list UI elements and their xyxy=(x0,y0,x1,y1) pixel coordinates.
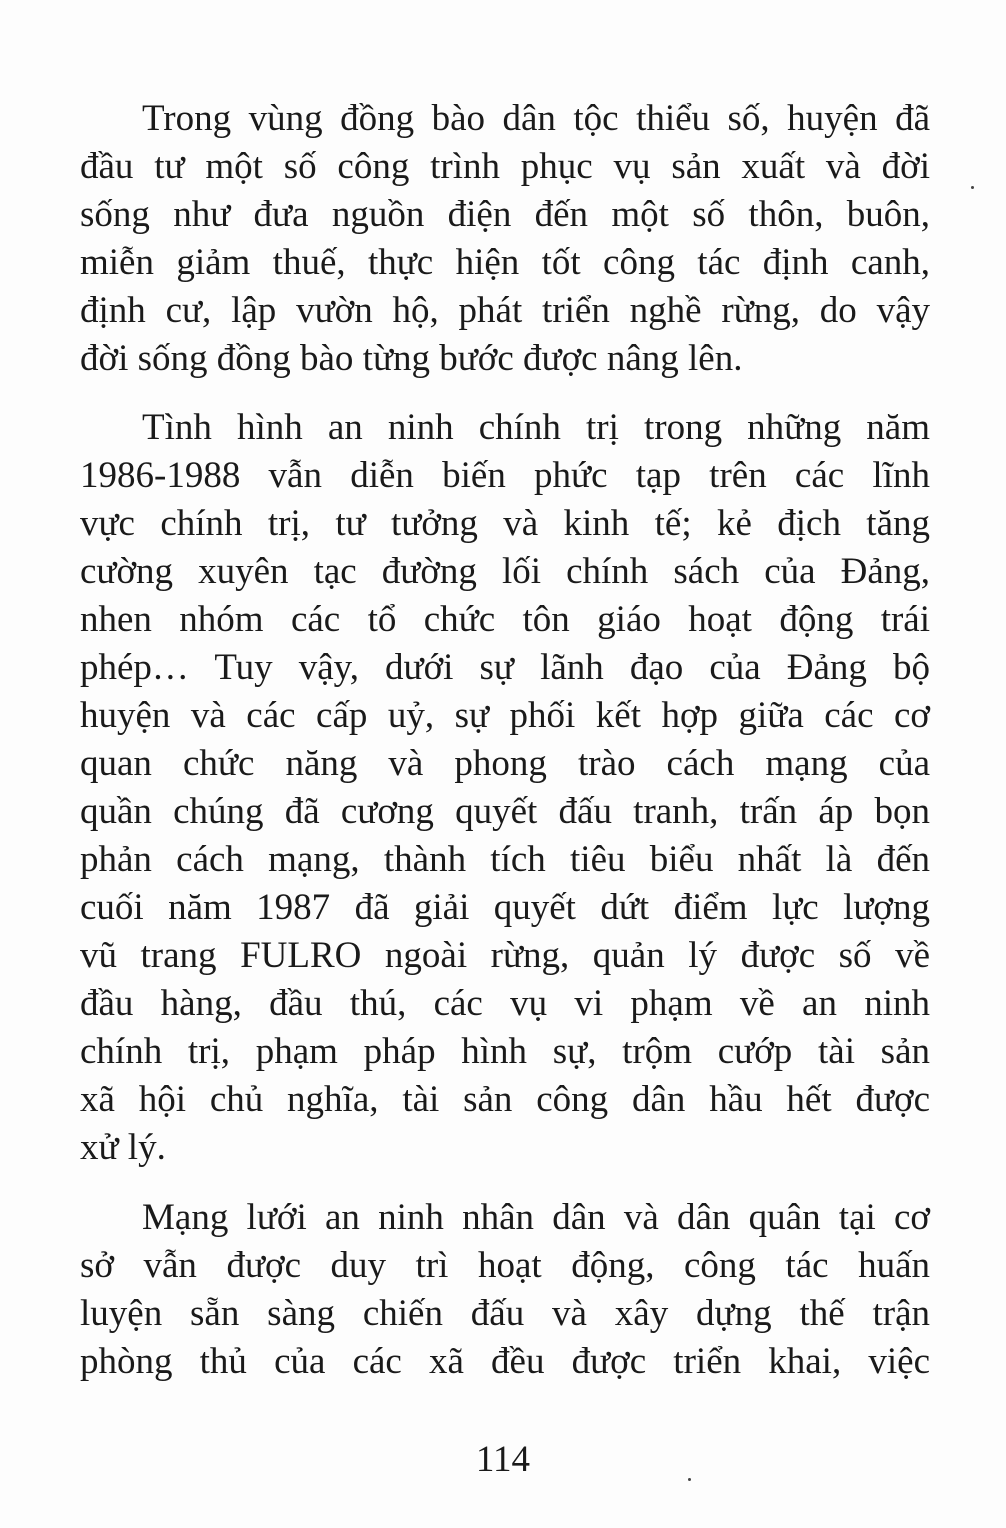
text-line: phép… Tuy vậy, dưới sự lãnh đạo của Đảng bộ xyxy=(80,647,930,688)
text-line: đầu tư một số công trình phục vụ sản xuất và đời xyxy=(80,146,930,187)
text-line: chính trị, phạm pháp hình sự, trộm cướp tài sản xyxy=(80,1031,930,1072)
text-line: Trong vùng đồng bào dân tộc thiểu số, huyện đã xyxy=(142,98,930,139)
text-line: sống như đưa nguồn điện đến một số thôn, buôn, xyxy=(80,194,930,235)
text-line: xử lý. xyxy=(80,1127,166,1168)
text-line: quần chúng đã cương quyết đấu tranh, trấn áp bọn xyxy=(80,791,930,832)
text-line: định cư, lập vườn hộ, phát triển nghề rừng, do vậy xyxy=(80,290,930,331)
text-line: vực chính trị, tư tưởng và kinh tế; kẻ địch tăng xyxy=(80,503,930,544)
scan-speck xyxy=(688,1478,691,1481)
text-line: luyện sẵn sàng chiến đấu và xây dựng thế trận xyxy=(80,1293,930,1334)
text-line: huyện và các cấp uỷ, sự phối kết hợp giữa các cơ xyxy=(80,695,930,736)
text-line: miễn giảm thuế, thực hiện tốt công tác định canh, xyxy=(80,242,930,283)
paragraph-2 xyxy=(80,404,930,1172)
text-line: đời sống đồng bào từng bước được nâng lên. xyxy=(80,338,743,379)
text-line: cuối năm 1987 đã giải quyết dứt điểm lực lượng xyxy=(80,887,930,928)
text-line: phản cách mạng, thành tích tiêu biểu nhất là đến xyxy=(80,839,930,880)
text-line: cường xuyên tạc đường lối chính sách của Đảng, xyxy=(80,551,930,592)
text-line: nhen nhóm các tổ chức tôn giáo hoạt động trái xyxy=(80,599,930,640)
text-line: vũ trang FULRO ngoài rừng, quản lý được số về xyxy=(80,935,930,976)
text-line: xã hội chủ nghĩa, tài sản công dân hầu hết được xyxy=(80,1079,930,1120)
text-line: Tình hình an ninh chính trị trong những năm xyxy=(142,407,930,448)
text-line: sở vẫn được duy trì hoạt động, công tác huấn xyxy=(80,1245,930,1286)
text-line: 1986-1988 vẫn diễn biến phức tạp trên các lĩnh xyxy=(80,455,930,496)
text-line: đầu hàng, đầu thú, các vụ vi phạm về an ninh xyxy=(80,983,930,1024)
page-number: 114 xyxy=(475,1439,531,1480)
text-line: quan chức năng và phong trào cách mạng của xyxy=(80,743,930,784)
paragraph-3 xyxy=(80,1194,930,1386)
text-line: phòng thủ của các xã đều được triển khai, việc xyxy=(80,1341,930,1382)
scan-speck xyxy=(971,186,974,189)
paragraph-1 xyxy=(80,95,930,383)
text-line: Mạng lưới an ninh nhân dân và dân quân tại cơ xyxy=(142,1197,930,1238)
